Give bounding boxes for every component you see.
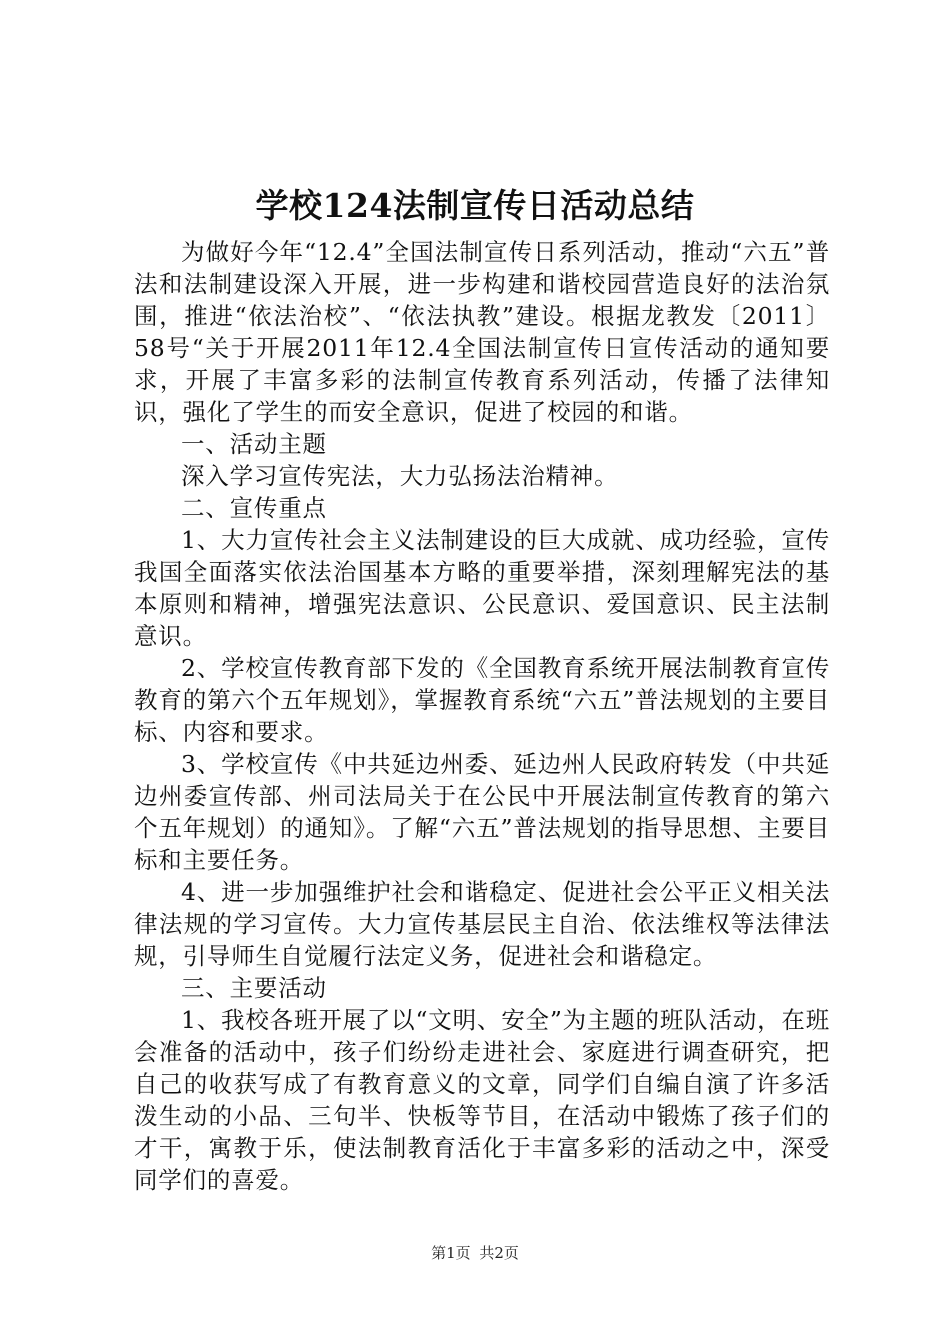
section-heading-theme: 一、活动主题 <box>181 430 327 458</box>
document-body <box>134 236 830 1196</box>
section-heading-activities: 三、主要活动 <box>181 974 327 1002</box>
paragraph-activity-1: 1、我校各班开展了以“文明、安全”为主题的班队活动，在班会准备的活动中，孩子们纷纷走进社会、家庭进行调查研究，把自己的收获写成了有教育意义的文章，同学们自编自演了许多活泼生动的小品、三句半、快板等节目，在活动中锻炼了孩子们的才干，寓教于乐，使法制教育活化于丰富多彩的活动之中，深受同学们的喜爱。 <box>134 1006 830 1194</box>
paragraph-theme: 深入学习宣传宪法，大力弘扬法治精神。 <box>181 462 619 490</box>
page-total: 共2页 <box>479 1244 519 1262</box>
paragraph-focus-4: 4、进一步加强维护社会和谐稳定、促进社会公平正义相关法律法规的学习宣传。大力宣传基层民主自治、依法维权等法律法规，引导师生自觉履行法定义务，促进社会和谐稳定。 <box>134 878 830 970</box>
paragraph-focus-3: 3、学校宣传《中共延边州委、延边州人民政府转发（中共延边州委宣传部、州司法局关于在公民中开展法制宣传教育的第六个五年规划）的通知》。了解“六五”普法规划的指导思想、主要目标和主要任务。 <box>134 750 830 874</box>
paragraph-focus-2: 2、学校宣传教育部下发的《全国教育系统开展法制教育宣传教育的第六个五年规划》，掌握教育系统“六五”普法规划的主要目标、内容和要求。 <box>134 654 830 746</box>
paragraph-focus-1: 1、大力宣传社会主义法制建设的巨大成就、成功经验，宣传我国全面落实依法治国基本方略的重要举措，深刻理解宪法的基本原则和精神，增强宪法意识、公民意识、爱国意识、民主法制意识。 <box>134 526 830 650</box>
page-footer <box>0 1243 950 1263</box>
page-number: 第1页 <box>431 1244 471 1262</box>
document-title: 学校124法制宣传日活动总结 <box>255 186 695 225</box>
paragraph-intro: 为做好今年“12.4”全国法制宣传日系列活动，推动“六五”普法和法制建设深入开展，进一步构建和谐校园营造良好的法治氛围，推进“依法治校”、“依法执教”建设。根据龙教发〔2011〕58号“关于开展2011年12.4全国法制宣传日宣传活动的通知要求，开展了丰富多彩的法制宣传教育系列活动，传播了法律知识，强化了学生的而安全意识，促进了校园的和谐。 <box>134 238 830 426</box>
section-heading-focus: 二、宣传重点 <box>181 494 327 522</box>
